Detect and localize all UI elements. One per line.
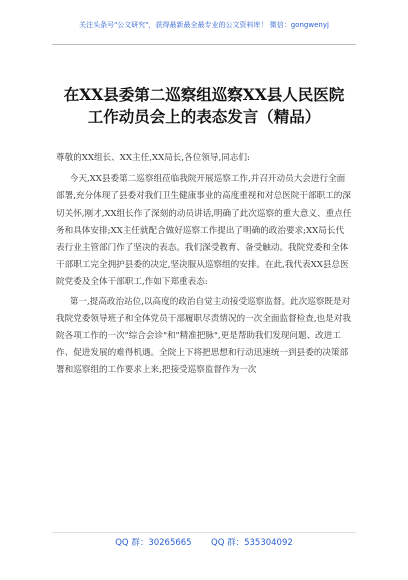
paragraph-2: 第一,提高政治站位,以高度的政治自觉主动接受巡察监督。此次巡察既是对我院党委领导班子和全体党员干部履职尽责情况的一次全面监督检查,也是对我院各项工作的一次"综合会诊"和"精准把脉",更是帮助我们发现问题、改进工作、促进发展的难得机遇。全院上下将把思想和行动迅速统一到县委的决策部署和巡察组的工作要求上来,把接受巡察监督作为一次 — [56, 296, 351, 376]
header-divider — [52, 44, 356, 45]
document-title — [40, 84, 368, 128]
document-body — [56, 150, 352, 382]
qq-label-1: QQ 群： — [115, 538, 149, 548]
salutation: 尊敬的XX组长、XX主任,XX局长,各位领导,同志们: — [56, 153, 250, 163]
paragraph-1: 今天,XX县委第二巡察组莅临我院开展巡察工作,并召开动员大会进行全面部署,充分体现了县委对我们卫生健康事业的高度重视和对总医院干部职工的深切关怀,刚才,XX组长作了深刻的动员讲话,明确了此次巡察的重大意义、重点任务和具体安排;XX主任就配合做好巡察工作提出了明确的政治要求;XX局长代表行业主管部门作了坚决的表态。我们深受教育、备受触动。我院党委和全体干部职工完全拥护县委的决定,坚决服从巡察组的安排。在此,我代表XX县总医院党委及全体干部职工,作如下郑重表态: — [56, 174, 352, 288]
header-banner: 关注头条号"公文研究"，获得最新最全最专业的公文资料库！ 微信：gongwenyj — [79, 21, 329, 29]
title-line-1: 在XX县委第二巡察组巡察XX县人民医院 — [63, 85, 345, 104]
footer — [0, 536, 408, 548]
footer-divider — [52, 532, 356, 533]
qq-group-1: 30265665 — [148, 538, 192, 548]
qq-group-2: 535304092 — [244, 538, 293, 548]
qq-label-2: QQ 群： — [211, 538, 245, 548]
title-line-2: 工作动员会上的表态发言（精品） — [87, 107, 321, 126]
